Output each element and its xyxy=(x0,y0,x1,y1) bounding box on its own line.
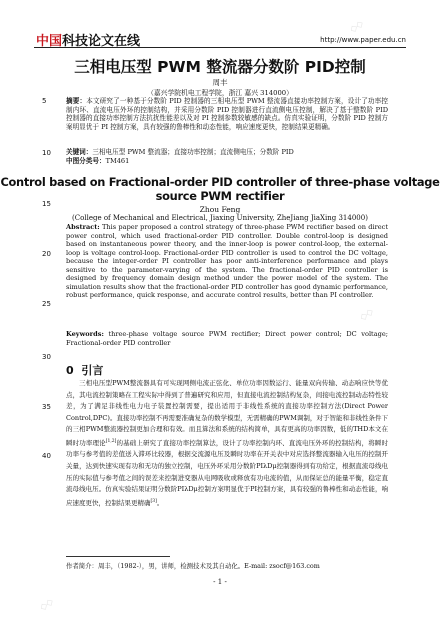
line-number: 5 xyxy=(42,97,47,105)
line-number: 30 xyxy=(42,353,51,361)
clc-zh xyxy=(66,157,388,166)
intro-paragraph: 三相电压型PWM整流器具有可实现网侧电流正弦化、单位功率因数运行、能量双向传输、动态响应快等优点，其电流控制策略在工程实际中得到了普遍研究和应用，但直接电流控制结构复杂，间接电流控制动态特性较差，为了满足非线性电力电子装置控制需要，提出适用于非线性系统的直接功率控制方法(Direct Power Control,DPC)。直接功率控制不再需要准确复杂的数学模型，无需精确的PWM调制，对于智能和非线性条件下的三相PWM整流器控制更加合理和有效。而且算法和系统的结构简单，具有更高的功率因数，低的THD本文在瞬时功率理论[1,2]的基础上研究了直接功率控制算法，设计了功率控制内环、直流电压外环的控制结构，将瞬时功率与参考值的差值送入滞环比较器，根据交流源电压及瞬时功率在开关表中对应选择整流器输入电压的控制开关量，达到快速实现有功和无功的独立控制，电压外环采用分数阶PIλDμ控制器得到有功给定，根据直流母线电压的实际值与参考值之间的误差来控制进变器从电网吸收或释放有功电流的值，从而保证总的能量平衡，稳定直流母线电压。仿真实验结果证明分数阶PIλDμ控制方案明显优于PI控制方案，具有较强的鲁棒性和动态性能，响应速度更快，控制结果更精确[3]。 xyxy=(66,379,389,507)
author-zh: 周丰 xyxy=(212,78,228,87)
abstract-en-text: This paper proposed a control strategy of three-phase PWM rectifier based on direct power control, which used fractional-order PID controller. Double control-loop is designed based on instantaneous power theory, and the inner-loop is power control-loop, the external-loop is voltage control-loop. Fractional-order PID controller is used to control the DC voltage, because the integer-order PI controller has poor anti-interference performance and plays sensitive to the parameter-varying of the system. The fractional-order PID controller is designed by frequency domain design method under the power model of the system. The simulation results show that the fractional-order PID controller has good dynamic performance, robust performance, quick response, and accurate control results, better than PI controller. xyxy=(66,223,388,300)
page-number: - 1 - xyxy=(213,578,227,586)
paper-title-zh: 三相电压型 PWM 整流器分数阶 PID控制 xyxy=(74,58,366,76)
author-footnote: 作者简介：周丰，（1982-），男，讲师，检测技术及其自动化。E-mail: zsocf@163.com xyxy=(66,562,320,570)
keywords-en-text: three-phase voltage source PWM rectifier; Direct power control; DC voltage; Fractional-order PID controller xyxy=(66,330,388,347)
paper-title-en: Control based on Fractional-order PID controller of three-phase voltage source PWM rectifier xyxy=(0,175,440,203)
intro-text-cont: 的基础上研究了直接功率控制算法，设计了功率控制内环、直流电压外环的控制结构，将瞬时功率与参考值的差值送入滞环比较器，根据交流源电压及瞬时功率在开关表中对应选择整流器输入电压的控制开关量，达到快速实现有功和无功的独立控制，电压外环采用分数阶PIλDμ控制器得到有功给定，根据直流母线电压的实际值与参考值之间的误差来控制进变器从电网吸收或释放有功电流的值，从而保证总的能量平衡，稳定直流母线电压。仿真实验结果证明分数阶PIλDμ控制方案明显优于PI控制方案，具有较强的鲁棒性和动态性能，响应速度更快，控制结果更精确 xyxy=(66,438,389,507)
header-url[interactable]: http://www.paper.edu.cn xyxy=(320,36,406,44)
line-number: 35 xyxy=(42,403,51,411)
keywords-zh-label: 关键词： xyxy=(66,148,93,156)
abstract-en-label: Abstract: xyxy=(66,223,100,231)
section-heading xyxy=(66,362,103,378)
keywords-zh xyxy=(66,148,388,157)
citation[interactable]: [1,2] xyxy=(105,438,117,444)
author-en: Zhou Feng xyxy=(199,205,241,214)
watermark-stamp: ◇◇ xyxy=(348,18,366,36)
affiliation-en: (College of Mechanical and Electrical, Jiaxing University, ZheJiang JiaXing 314000) xyxy=(72,214,368,222)
section-title: 引言 xyxy=(81,364,104,377)
line-number: 20 xyxy=(42,250,51,258)
clc-zh-text: TM461 xyxy=(105,157,130,165)
abstract-zh-text: 本文研究了一种基于分数阶 PID 控制器的三相电压型 PWM 整流器直接功率控制方案，设计了功率控制内环、直流电压外环的控制结构，并采用分数阶 PID 控制器进行直流侧电压控制，解决了基于整数阶 PID 控制器的直接功率控制方法抗扰性能差以及对 PI 控制参数较敏感的缺点。仿真实验证明，分数阶 PID 控制方案明显优于 PI 控制方案，具有较强的鲁棒性和动态性能，响应速度更快，控制结果更精确。 xyxy=(66,97,389,131)
keywords-en-label: Keywords: xyxy=(66,330,104,338)
abstract-en xyxy=(66,223,388,300)
logo-text-part1: 中国 xyxy=(36,34,63,49)
watermark-stamp: ◇◇ xyxy=(38,596,56,614)
logo-text-part2: 科技论文在线 xyxy=(62,34,141,49)
abstract-zh-label: 摘要： xyxy=(66,97,87,105)
footnote-rule xyxy=(66,556,170,557)
line-number: 10 xyxy=(42,149,51,157)
line-number: 40 xyxy=(42,452,51,460)
line-number: 25 xyxy=(42,300,51,308)
clc-zh-label: 中图分类号： xyxy=(66,157,106,165)
abstract-zh xyxy=(66,97,388,131)
keywords-en xyxy=(66,330,388,347)
header-rule xyxy=(34,47,406,48)
citation[interactable]: [3] xyxy=(150,498,157,504)
watermark-stamp: ◇◇ xyxy=(358,306,376,324)
line-number: 15 xyxy=(42,200,51,208)
intro-text: 三相电压型PWM整流器具有可实现网侧电流正弦化、单位功率因数运行、能量双向传输、动态响应快等优点，其电流控制策略在工程实际中得到了普遍研究和应用，但直接电流控制结构复杂，间接电流控制动态特性较差，为了满足非线性电力电子装置控制需要，提出适用于非线性系统的直接功率控制方法(Direct Power Control,DPC)。直接功率控制不再需要准确复杂的数学模型，无需精确的PWM调制，对于智能和非线性条件下的三相PWM整流器控制更加合理和有效。而且算法和系统的结构简单，具有更高的功率因数，低的THD本文在瞬时功率理论 xyxy=(66,379,388,447)
affiliation-zh: （嘉兴学院机电工程学院，浙江 嘉兴 314000） xyxy=(147,89,293,97)
keywords-zh-text: 三相电压型 PWM 整流器；直接功率控制；直流侧电压；分数阶 PID xyxy=(92,148,294,156)
section-number: 0 xyxy=(66,364,74,377)
